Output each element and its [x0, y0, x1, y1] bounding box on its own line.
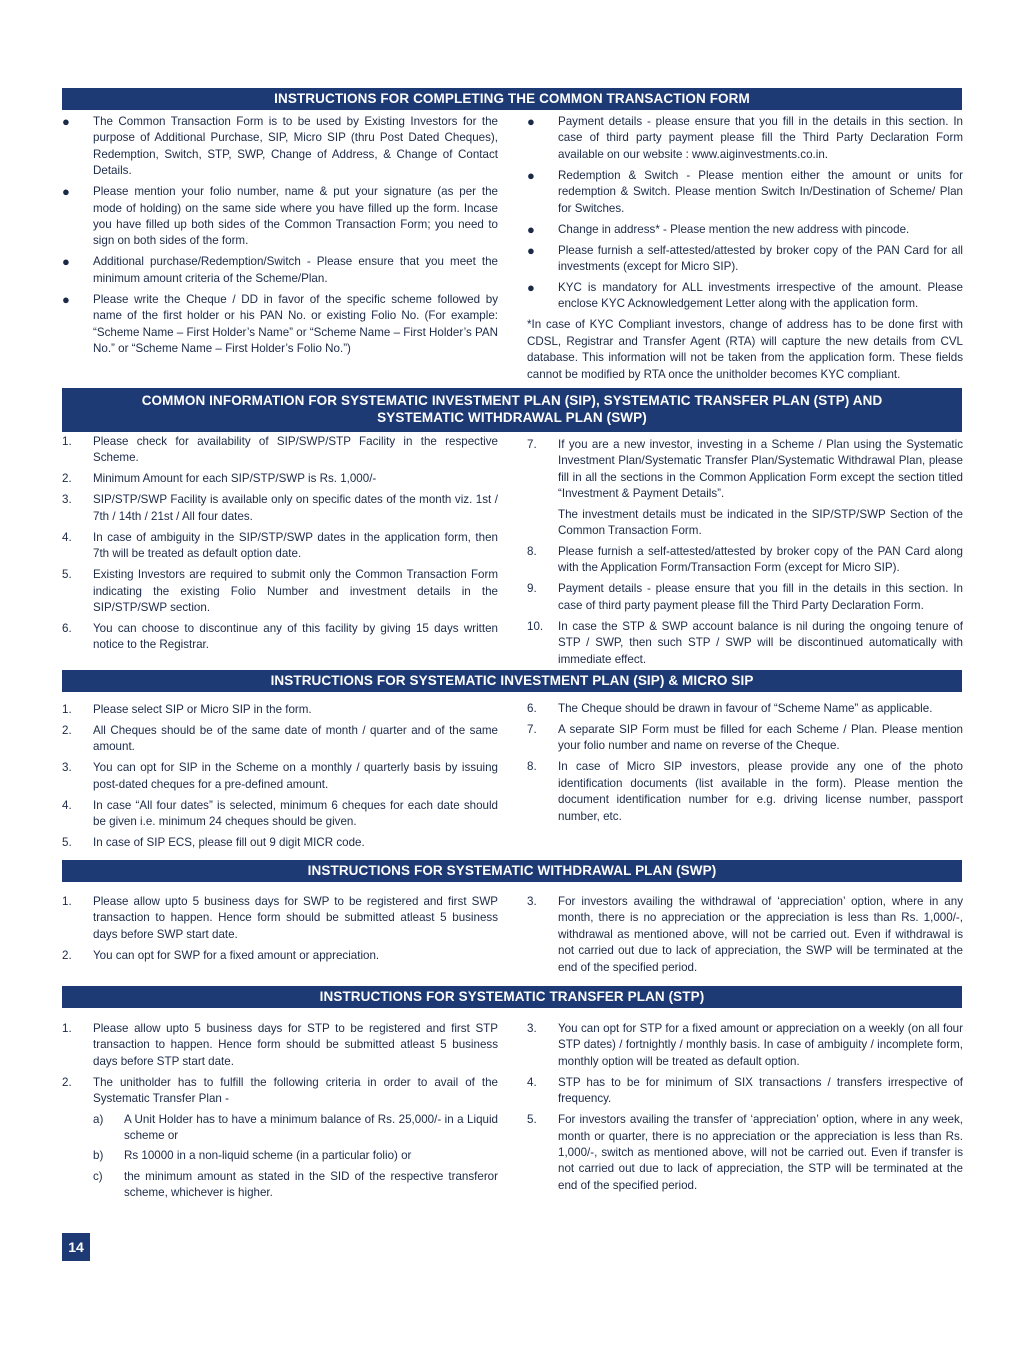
list-item [62, 1021, 498, 1070]
stp-right-list [527, 1021, 963, 1199]
list-item [62, 292, 498, 358]
section-header-common-transaction: INSTRUCTIONS FOR COMPLETING THE COMMON TRANSACTION FORM [62, 88, 962, 110]
item-number: a) [93, 1112, 104, 1126]
list-item [62, 567, 498, 616]
item-text: Please furnish a self-attested/attested by broker copy of the PAN Card along with the Application Form/Transaction Form (except for Micro SIP). [558, 545, 963, 575]
item-number: 4. [62, 530, 72, 544]
item-number: 2. [62, 472, 72, 486]
list-item [62, 894, 498, 943]
bullet-icon: ● [527, 221, 535, 237]
item-number: 5. [62, 836, 72, 850]
list-item [62, 835, 498, 851]
list-item [62, 948, 498, 964]
item-number: 5. [62, 568, 72, 582]
list-item [527, 1112, 963, 1194]
list-item [62, 798, 498, 831]
list-item [62, 723, 498, 756]
list-item [527, 759, 963, 825]
item-number: 10. [527, 619, 544, 633]
item-text: You can opt for SWP for a fixed amount or appreciation. [93, 948, 380, 962]
item-text: Change in address* - Please mention the new address with pincode. [558, 222, 910, 236]
bullet-icon: ● [62, 291, 70, 307]
item-text: In case “All four dates” is selected, minimum 6 cheques for each date should be given i.e. minimum 24 cheques should be given. [93, 798, 498, 829]
bullet-icon: ● [527, 167, 535, 183]
sub-list-item [93, 1148, 498, 1164]
item-text: In case of ambiguity in the SIP/STP/SWP dates in the application form, then 7th will be treated as default option date. [93, 530, 498, 561]
list-item [527, 581, 963, 614]
item-number: 8. [527, 545, 537, 559]
bullet-icon: ● [62, 114, 70, 129]
list-item [527, 722, 963, 755]
kyc-note: *In case of KYC Compliant investors, change of address has to be done first with CDSL, Registrar and Transfer Agent (RTA) will capture the new details from CVL database. This information will not be taken from the application form. These fields cannot be modified by RTA once the unitholder becomes KYC compliant. [527, 318, 963, 381]
bullet-icon: ● [527, 280, 535, 296]
item-text: For investors availing the transfer of ‘appreciation’ option, where in any week, month or quarter, there is no appreciation or the appreciation is less than Rs. 1,000/-, switch as mentioned above, will not be carried out. Even if transfer is not carried out due to lack of appreciation, the STP will be terminated at the end of the specified period. [558, 1113, 963, 1192]
item-number: 3. [62, 761, 72, 775]
item-number: 1. [62, 435, 72, 448]
item-text: Redemption & Switch - Please mention either the amount or units for redemption & Switch. Please mention Switch In/Destination of Scheme/ Plan for Switches. [558, 168, 963, 215]
list-item [62, 114, 498, 180]
common-transaction-left-list [62, 114, 498, 362]
common-information-right-list [527, 437, 963, 673]
item-number: 6. [527, 702, 537, 715]
bullet-icon: ● [62, 184, 70, 200]
list-item [62, 184, 498, 250]
item-number: 1. [62, 703, 72, 716]
item-text: You can opt for STP for a fixed amount or appreciation on a weekly (on all four STP dates) / fortnightly / monthly basis. In case of ambiguity / incomplete form, monthly option will be treated as default option. [558, 1022, 963, 1068]
list-item [527, 437, 963, 539]
list-item [527, 222, 963, 238]
item-number: 7. [527, 723, 537, 736]
section-header-common-information [62, 388, 962, 432]
item-text: The Common Transaction Form is to be used by Existing Investors for the purpose of Additional Purchase, SIP, Micro SIP (thru Post Dated Cheques), Redemption, Switch, STP, SWP, Change of Address, & Change of Contact Details. [93, 115, 498, 178]
item-number: b) [93, 1149, 104, 1163]
swp-right-list [527, 894, 963, 981]
bullet-icon: ● [62, 254, 70, 270]
item-text: In case the STP & SWP account balance is nil during the ongoing tenure of STP / SWP, then such STP / SWP will be discontinued automatically with immediate effect. [558, 619, 963, 666]
list-item [527, 243, 963, 276]
item-text: STP has to be for minimum of SIX transactions / transfers irrespective of frequency. [558, 1075, 963, 1106]
item-number: 8. [527, 760, 537, 774]
swp-left-list [62, 894, 498, 969]
item-text: You can choose to discontinue any of this facility by giving 15 days written notice to the Registrar. [93, 622, 498, 652]
item-number: 6. [62, 622, 72, 636]
item-number: 7. [527, 438, 537, 451]
sip-right-list [527, 701, 963, 830]
header-line-1: COMMON INFORMATION FOR SYSTEMATIC INVESTMENT PLAN (SIP), SYSTEMATIC TRANSFER PLAN (STP) AND [141, 393, 883, 408]
item-number: 3. [62, 493, 72, 507]
common-transaction-right-list [527, 114, 963, 383]
item-text: Minimum Amount for each SIP/STP/SWP is Rs. 1,000/- [93, 472, 377, 486]
item-text-continued: The investment details must be indicated in the SIP/STP/SWP Section of the Common Transaction Form. [558, 507, 963, 538]
item-text: You can opt for SIP in the Scheme on a monthly / quarterly basis by issuing post-dated cheques for a pre-defined amount. [93, 761, 498, 791]
item-number: 2. [62, 1075, 72, 1089]
section-header-swp: INSTRUCTIONS FOR SYSTEMATIC WITHDRAWAL PLAN (SWP) [62, 860, 962, 882]
list-item [527, 114, 963, 163]
sub-list-item [93, 1112, 498, 1145]
item-number: 2. [62, 948, 72, 962]
sub-list-item [93, 1169, 498, 1202]
stp-left-list [62, 1021, 498, 1206]
section-header-stp: INSTRUCTIONS FOR SYSTEMATIC TRANSFER PLAN (STP) [62, 986, 962, 1008]
item-text: SIP/STP/SWP Facility is available only on specific dates of the month viz. 1st / 7th / 14th / 21st / All four dates. [93, 493, 498, 523]
list-item [62, 702, 498, 718]
item-number: 3. [527, 895, 537, 908]
list-item [527, 168, 963, 217]
item-text: Existing Investors are required to submit only the Common Transaction Form indicating the existing Folio Number and investment details in the SIP/STP/SWP section. [93, 568, 498, 615]
list-item [62, 760, 498, 793]
list-item [62, 254, 498, 287]
list-item [62, 530, 498, 563]
bullet-icon: ● [527, 114, 535, 129]
list-item [62, 621, 498, 654]
item-text: Please allow upto 5 business days for SWP to be registered and first SWP transaction to happen. Hence form should be submitted atleast 5 business days before SWP start date. [93, 895, 498, 941]
item-number: c) [93, 1169, 103, 1183]
item-number: 5. [527, 1113, 537, 1127]
list-item [527, 1021, 963, 1070]
page-number: 14 [62, 1233, 90, 1261]
list-item [527, 1075, 963, 1108]
item-text: Rs 10000 in a non-liquid scheme (in a particular folio) or [124, 1149, 412, 1163]
item-number: 3. [527, 1022, 537, 1035]
list-item [62, 471, 498, 487]
item-text: Please furnish a self-attested/attested by broker copy of the PAN Card for all investments (except for Micro SIP). [558, 243, 963, 274]
item-text: Please allow upto 5 business days for STP to be registered and first STP transaction to happen. Hence form should be submitted atleast 5 business days before STP start date. [93, 1022, 498, 1068]
list-item [527, 280, 963, 313]
item-text: Please write the Cheque / DD in favor of the specific scheme followed by name of the first holder or his PAN No. or existing Folio No. (For example: “Scheme Name – First Holder’s Name” or “Scheme Name – First Holder’s PAN No.” or “Scheme Name – First Holder’s Folio No.”) [93, 292, 498, 356]
list-item [527, 544, 963, 577]
item-text: Please mention your folio number, name & put your signature (as per the mode of holding) on the same side where you have filled up the form. Incase you have filled up both sides of the Common Transaction Form; you need to sign on both sides of the form. [93, 185, 498, 248]
item-number: 1. [62, 1022, 72, 1035]
item-text: Additional purchase/Redemption/Switch - Please ensure that you meet the minimum amount criteria of the Scheme/Plan. [93, 255, 498, 285]
item-number: 4. [527, 1075, 537, 1089]
item-text: A Unit Holder has to have a minimum balance of Rs. 25,000/- in a Liquid scheme or [124, 1112, 498, 1143]
item-text: Payment details - please ensure that you fill in the details in this section. In case of third party payment please fill the Third Party Declaration Form available on our website : www.aiginvestments.co.in. [558, 115, 963, 161]
item-text: KYC is mandatory for ALL investments irrespective of the amount. Please enclose KYC Acknowledgement Letter along with the application form. [558, 281, 963, 311]
item-text: The unitholder has to fulfill the following criteria in order to avail of the Systematic Transfer Plan - [93, 1075, 498, 1106]
list-item [527, 619, 963, 668]
bullet-icon: ● [527, 242, 535, 258]
item-text: the minimum amount as stated in the SID of the respective transferor scheme, whichever is higher. [124, 1169, 498, 1200]
item-text: A separate SIP Form must be filled for each Scheme / Plan. Please mention your folio number and name on reverse of the Cheque. [558, 723, 963, 753]
list-item [62, 492, 498, 525]
item-text: For investors availing the withdrawal of ‘appreciation’ option, where in any month, there is no appreciation or the appreciation is less than Rs. 1,000/-, withdrawal as mentioned above, will not be carried out. Even if withdrawal is not carried out due to lack of appreciation, the SWP will be terminated at the end of the specified period. [558, 895, 963, 974]
item-text: If you are a new investor, investing in a Scheme / Plan using the Systematic Investment Plan/Systematic Transfer Plan/Systematic Withdrawal Plan, please fill in all the sections in the Common Application Form except the section titled “Investment & Payment Details”. [558, 438, 963, 501]
item-text: The Cheque should be drawn in favour of “Scheme Name” as applicable. [558, 702, 933, 715]
section-header-sip: INSTRUCTIONS FOR SYSTEMATIC INVESTMENT PLAN (SIP) & MICRO SIP [62, 670, 962, 692]
item-text: All Cheques should be of the same date of month / quarter and of the same amount. [93, 724, 498, 754]
item-number: 9. [527, 582, 537, 596]
item-text: Please select SIP or Micro SIP in the form. [93, 703, 312, 716]
item-number: 1. [62, 895, 72, 908]
sip-left-list [62, 702, 498, 856]
item-text: In case of SIP ECS, please fill out 9 digit MICR code. [93, 836, 365, 850]
item-text: In case of Micro SIP investors, please provide any one of the photo identification documents (list available in the form). Please mention the document identification number for e.g. driving license number, passport number, etc. [558, 760, 963, 823]
item-text: Please check for availability of SIP/SWP/STP Facility in the respective Scheme. [93, 435, 498, 465]
header-line-2: SYSTEMATIC WITHDRAWAL PLAN (SWP) [377, 410, 647, 425]
common-information-left-list [62, 434, 498, 658]
list-item [527, 701, 963, 717]
list-item [527, 894, 963, 976]
item-text: Payment details - please ensure that you fill in the details in this section. In case of third party payment please fill the Third Party Declaration Form. [558, 582, 963, 612]
item-number: 4. [62, 798, 72, 812]
item-number: 2. [62, 724, 72, 737]
list-item [62, 1075, 498, 1202]
list-item [62, 434, 498, 467]
